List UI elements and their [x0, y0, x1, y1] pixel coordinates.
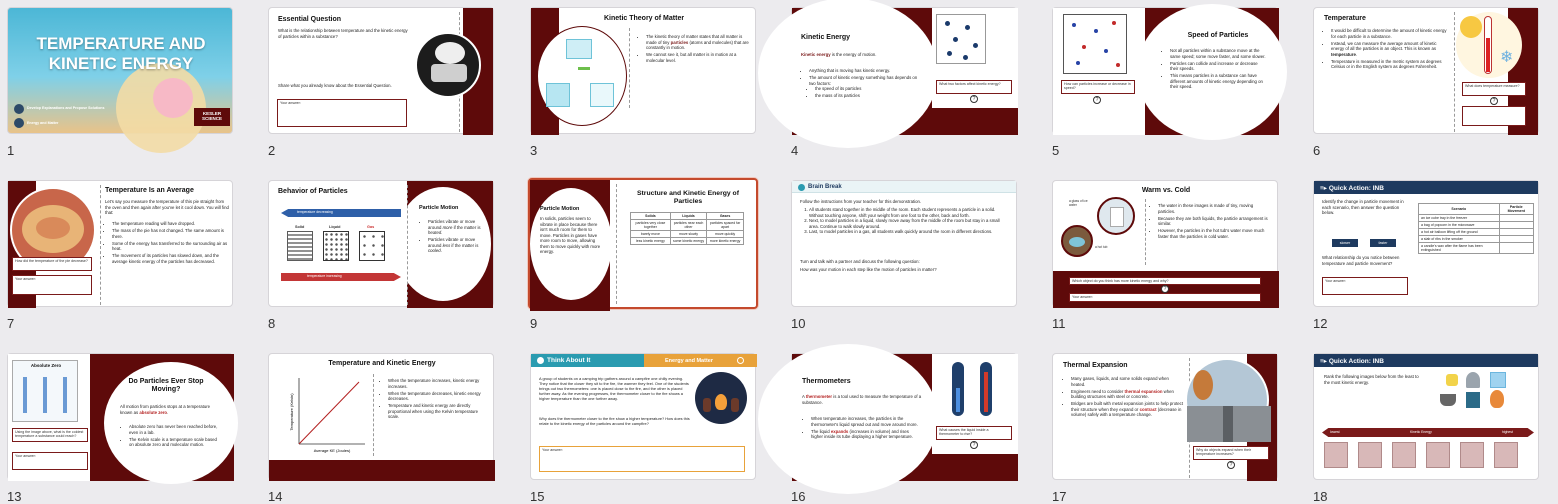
- hot-tub-image: [1061, 225, 1093, 257]
- particle-speed-image: [1063, 14, 1127, 74]
- table-row: [631, 238, 744, 245]
- answer-box[interactable]: Your answer:: [1069, 293, 1261, 302]
- table-cell: more kinetic energy: [707, 238, 744, 245]
- bullet-3-start: Bridges are built with metal expansion joints to help protect their structure when they expand or: [1071, 401, 1184, 412]
- word-heated: heated: [428, 230, 442, 236]
- table-cell: barely move: [631, 231, 671, 238]
- highest-label: highest: [1502, 430, 1513, 434]
- gas-label: Gas: [367, 225, 375, 229]
- table-row: [631, 220, 744, 231]
- liquid-particles-image: [323, 231, 349, 261]
- question-icon: ?: [1161, 285, 1169, 293]
- slide-13-canvas: [7, 353, 233, 480]
- thermometer-definition: [802, 394, 924, 405]
- bullet-2: [428, 237, 485, 254]
- movement-cell[interactable]: [1499, 243, 1533, 254]
- bullet-2: [1331, 41, 1448, 58]
- bullet-1-bold: particles: [670, 39, 689, 45]
- slide-thumbnail-5[interactable]: [1052, 7, 1278, 158]
- scenario-cell: a bag of popcorn in the microwave: [1419, 222, 1500, 229]
- bullet-3: • Some of the energy has transferred to the surrounding air as heat.: [112, 241, 229, 252]
- slide-number: 7: [7, 316, 15, 331]
- header-liquids: Liquids: [670, 213, 706, 220]
- bullet-1: • Not all particles within a substance move at the same speed; some move faster, and some slower.: [1170, 48, 1267, 59]
- slide-7-canvas: [7, 180, 233, 307]
- slide-thumbnail-17[interactable]: [1052, 353, 1278, 504]
- slide-number: 12: [1313, 316, 1328, 331]
- bullet-2-text: Particles vibrate or move around: [428, 237, 476, 248]
- kinetic-theory-bullets: [641, 34, 749, 65]
- bullet-2: • We cannot see it, but all matter is in motion at a molecular level.: [646, 52, 749, 63]
- definition-text: is the energy of motion.: [830, 52, 877, 57]
- particle-motion-title: Particle Motion: [540, 206, 580, 212]
- sub-bullet-speed: • the speed of its particles: [815, 86, 922, 92]
- slide-thumbnail-12[interactable]: [1313, 180, 1539, 331]
- kinetic-energy-bullets: [804, 68, 922, 100]
- slide-2-title: Essential Question: [278, 16, 342, 23]
- table-row: [631, 231, 744, 238]
- bullet-3-end: (decrease in volume) safely with a temperature change.: [1071, 406, 1182, 418]
- question-icon: ?: [970, 95, 978, 103]
- slide-thumbnail-2[interactable]: [268, 7, 494, 158]
- bullet-1: • It would be difficult to determine the amount of kinetic energy for each particle in a substance.: [1331, 28, 1448, 39]
- question-icon: ?: [1227, 461, 1235, 469]
- bullet-1: [428, 219, 485, 236]
- slide-1-title: TEMPERATURE AND KINETIC ENERGY: [36, 34, 206, 73]
- solid-particles-image: [287, 231, 313, 261]
- trophy-icon: [737, 357, 744, 364]
- thermometer-sun-image: ❄: [1456, 12, 1522, 78]
- slide-number: 10: [791, 316, 806, 331]
- boiling-pot-image: [415, 32, 481, 98]
- slide-17-title: Thermal Expansion: [1063, 362, 1128, 369]
- definition-start: A: [802, 394, 806, 399]
- slide-2-canvas: [268, 7, 494, 134]
- bullet-1: • Anything that is moving has kinetic energy.: [809, 68, 922, 74]
- arrow-decreasing-label: temperature decreasing: [297, 210, 333, 214]
- term-absolute-zero: absolute zero: [139, 409, 168, 415]
- bullet-2-text: The amount of kinetic energy something has depends on two factors:: [809, 75, 918, 86]
- slide-7-title: Temperature Is an Average: [105, 187, 194, 194]
- slide-number: 2: [268, 143, 276, 158]
- essential-question-prompt: Share what you already know about the Essential Question.: [278, 83, 392, 88]
- rank-slot-5[interactable]: [1460, 442, 1484, 468]
- hot-tub-label: a hot tub: [1095, 245, 1108, 249]
- slide-number: 14: [268, 489, 283, 504]
- particles-image: [936, 14, 986, 64]
- absolute-zero-text: [120, 404, 220, 415]
- bullet-2-start: The liquid: [811, 428, 831, 434]
- slide-12-canvas: [1313, 180, 1539, 307]
- warm-cold-bullets: [1153, 203, 1269, 241]
- slide-8-canvas: [268, 180, 494, 307]
- bullet-3: [1071, 401, 1184, 418]
- header-gases: Gases: [707, 213, 744, 220]
- term-kinetic-energy: Kinetic energy: [801, 52, 831, 57]
- rank-slot-1[interactable]: [1324, 442, 1348, 468]
- bullet-2: • The Kelvin scale is a temperature scale based on absolute zero and molecular motion.: [129, 437, 220, 448]
- slide-thumbnail-11[interactable]: [1052, 180, 1278, 331]
- dashed-divider: [629, 28, 630, 108]
- table-row: [1419, 229, 1534, 236]
- slide-number: 13: [7, 489, 22, 504]
- absolute-zero-image: [12, 360, 78, 422]
- ice-cube-icon: [1490, 372, 1506, 388]
- y-axis-label: Temperature (Kelvin): [289, 393, 294, 431]
- solid-label: Solid: [295, 225, 305, 229]
- lightning-icon: ≡▸: [1320, 358, 1329, 365]
- slide-number: 18: [1313, 489, 1328, 504]
- term-contract: contract: [1139, 406, 1157, 412]
- table-cell: particles near each other: [670, 220, 706, 231]
- bullet-1-end: .: [441, 230, 443, 236]
- slide-8-title: Behavior of Particles: [278, 188, 348, 195]
- question-box[interactable]: How can particles increase or decrease in speed?: [1061, 80, 1135, 94]
- slide-18-canvas: [1313, 353, 1539, 480]
- question-icon: ?: [1490, 97, 1498, 105]
- answer-box[interactable]: Your answer:: [12, 275, 92, 295]
- think-icon: [537, 357, 544, 364]
- turn-and-talk: Turn and talk with a partner and discuss the following question:: [800, 259, 920, 264]
- slide-thumbnail-9[interactable]: [528, 178, 754, 331]
- topic-badge: Energy and Matter: [665, 357, 713, 364]
- ice-water-image: [1097, 197, 1135, 235]
- bullet-2-end: .: [1355, 51, 1358, 57]
- bullet-1: [646, 34, 749, 51]
- concept-icon: [14, 118, 24, 128]
- scenario-cell: a slab of ribs in the smoker: [1419, 236, 1500, 243]
- slide-thumbnail-8[interactable]: [268, 180, 494, 331]
- slide-number: 11: [1052, 316, 1066, 331]
- movement-cell[interactable]: [1499, 222, 1533, 229]
- slide-thumbnail-15[interactable]: [530, 353, 756, 504]
- slide-5-canvas: [1052, 7, 1278, 134]
- slide-11-title: Warm vs. Cold: [1141, 187, 1191, 194]
- logo-word-1: KESLER: [202, 111, 222, 116]
- table-cell: less kinetic energy: [631, 238, 671, 245]
- lightning-icon: ≡▸: [1320, 185, 1329, 192]
- slide-11-canvas: [1052, 180, 1278, 307]
- discussion-question: How was your motion in each step like the motion of particles in matter?: [800, 267, 937, 272]
- rank-slot-3[interactable]: [1392, 442, 1416, 468]
- dashed-divider: [373, 374, 374, 456]
- scenario-text: A group of students on a camping trip gathers around a campfire one chilly evening. They notice that the closer they sit to the fire, the warmer they feel. One of the students brings out two thermometers: one is placed close to the fire, and the other is placed further away. As the evening progresses, the thermometer closer to the fire shows a higher temperature than the one further away.: [539, 376, 689, 402]
- bullet-2: • The mass of the pie has not changed. The same amount is there.: [112, 228, 229, 239]
- bullet-4: • The movement of its particles has slowed down, and the average kinetic energy of the particles has decreased.: [112, 253, 229, 264]
- practice-icon: [14, 104, 24, 114]
- maroon-footer: [269, 460, 495, 481]
- bullet-3: • Temperature and kinetic energy are directly proportional when using the Kelvin temperature scale.: [388, 403, 487, 420]
- liquid-label: Liquid: [329, 225, 341, 229]
- ice-water-label: a glass of ice water: [1069, 199, 1088, 207]
- slide-1-canvas: [7, 7, 233, 134]
- question-box[interactable]: Why do objects expand when their temperature increases?: [1193, 446, 1269, 460]
- slide-thumbnail-16[interactable]: [791, 353, 1017, 504]
- instructions-text: Identify the change in particle movement in each scenario, then answer the question below.: [1322, 199, 1404, 216]
- bullet-1: • When the temperature increases, kinetic energy increases.: [388, 378, 487, 389]
- essential-question-text: What is the relationship between temperature and the kinetic energy of particles within a substance?: [278, 28, 408, 39]
- bullet-1-text: The kinetic theory of matter states that all matter is made of tiny: [646, 34, 743, 45]
- slide-15-title: Think About It: [547, 357, 591, 364]
- bullet-2: [1071, 389, 1184, 400]
- bullet-2: • When the temperature decreases, kinetic energy decreases.: [388, 391, 487, 402]
- answer-box[interactable]: [1462, 106, 1526, 126]
- slide-number: 16: [791, 489, 806, 504]
- step-3: 3. Last, to model particles in a gas, all students walk quickly around the room in different directions.: [809, 229, 1005, 235]
- slide-12-title: Quick Action: INB: [1328, 185, 1384, 192]
- scenario-cell: a hot air balloon lifting off the ground: [1419, 229, 1500, 236]
- scenario-table: [1418, 203, 1534, 254]
- slide-4-title: Kinetic Energy: [801, 34, 851, 41]
- question-icon: ?: [1093, 96, 1101, 104]
- slide-18-title: Quick Action: INB: [1328, 358, 1384, 365]
- faster-chip[interactable]: faster: [1370, 239, 1396, 247]
- x-axis-label: Average KE (Joules): [313, 448, 351, 453]
- relationship-question: What relationship do you notice between temperature and particle movement?: [1322, 255, 1400, 266]
- table-cell: particles very close together: [631, 220, 671, 231]
- bullet-2: [811, 429, 920, 440]
- slide-thumbnail-4[interactable]: [791, 7, 1017, 158]
- bullet-3: • Temperature is measured in the metric system as degrees Celsius or in the English system as degrees Fahrenheit.: [1331, 59, 1448, 70]
- temperature-bullets: [1326, 28, 1448, 72]
- bullet-2-start: Engineers need to consider: [1071, 388, 1125, 394]
- bullet-1-text-end: (atoms and molecules) that are constantly in motion.: [646, 39, 749, 51]
- scenario-question: Why does the thermometer closer to the fire show a higher temperature? How does this relate to the kinetic energy of the particles around the campfire?: [539, 416, 690, 427]
- slide-number: 15: [530, 489, 545, 504]
- lowest-label: lowest: [1330, 430, 1340, 434]
- header-solids: Solids: [631, 213, 671, 220]
- kesler-science-logo: [194, 108, 230, 126]
- term-thermometer: thermometer: [805, 394, 833, 399]
- average-bullets: [107, 221, 229, 266]
- bullet-2-text: Instead, we can measure the average amount of kinetic energy of all the particles in an object. This is known as: [1331, 40, 1437, 52]
- movement-cell[interactable]: [1499, 229, 1533, 236]
- ice-cream-scoop-image: [153, 78, 193, 118]
- slide-9-title: Structure and Kinetic Energy of Particles: [637, 190, 739, 205]
- slide-thumbnail-6[interactable]: [1313, 7, 1539, 158]
- movement-cell[interactable]: [1499, 215, 1533, 222]
- dashed-divider: [616, 184, 617, 304]
- slide-3-canvas: [530, 7, 756, 134]
- header-particle-movement: Particle Movement: [1499, 204, 1533, 215]
- rank-slot-6[interactable]: [1494, 442, 1518, 468]
- word-more: more: [442, 224, 453, 230]
- dashed-divider: [100, 185, 101, 305]
- slide-6-title: Temperature: [1324, 15, 1366, 22]
- scenario-cell: an ice cube tray in the freezer: [1419, 215, 1500, 222]
- gas-particles-image: [359, 231, 385, 261]
- slide-number: 9: [530, 316, 538, 331]
- dashed-divider: [407, 185, 408, 305]
- slide-number: 4: [791, 143, 799, 158]
- slide-thumbnail-1[interactable]: [7, 7, 233, 158]
- table-cell: move slowly: [670, 231, 706, 238]
- table-cell: some kinetic energy: [670, 238, 706, 245]
- slide-4-canvas: [791, 7, 1017, 134]
- table-row: [1419, 236, 1534, 243]
- word-less: less: [442, 242, 451, 248]
- logo-word-2: SCIENCE: [201, 116, 222, 122]
- particle-motion-text: In solids, particles seem to vibrate in place because there isn't much room for them to move. Particles in gases have more room to move, allowing them to move quickly with more energy.: [540, 216, 601, 255]
- practice-tag: Develop Explanations and Propose Solutions: [27, 106, 105, 110]
- answer-box[interactable]: Your answer:: [12, 452, 88, 470]
- scenario-cell: a candle's wax after the flame has been extinguished: [1419, 243, 1500, 254]
- campfire-image: [695, 372, 747, 424]
- absolute-zero-text-end: .: [167, 409, 169, 415]
- hot-air-balloon-icon: [1490, 390, 1504, 408]
- table-row: [1419, 222, 1534, 229]
- bullet-3: • This means particles in a substance can have different amounts of kinetic energy depending on their speed.: [1170, 73, 1267, 90]
- table-row: [1419, 215, 1534, 222]
- slide-number: 8: [268, 316, 276, 331]
- term-temperature: temperature: [1331, 51, 1356, 57]
- bullet-1: • When temperature increases, the particles in the thermometer's liquid spread out and move around more.: [811, 416, 920, 427]
- slide-15-canvas: [530, 353, 756, 480]
- answer-box[interactable]: Your answer:: [1322, 277, 1408, 295]
- thermometer-bullets: [806, 416, 920, 441]
- quick-action-header: [1314, 354, 1538, 367]
- slide-number: 17: [1052, 489, 1067, 504]
- ranking-instructions: Rank the following images below from the least to the most kinetic energy.: [1324, 374, 1419, 385]
- expansion-joint-image: [1185, 358, 1269, 442]
- step-2: 2. Next, to model particles in a liquid, slowly move away from the middle of the room but stay in a small area. Continue to walk slowly around.: [809, 218, 1005, 229]
- kinetic-energy-table: [630, 212, 744, 245]
- bullet-1-mid: if the matter is: [452, 224, 481, 230]
- answer-box[interactable]: Your answer:: [539, 446, 745, 472]
- refrigerator-icon: [1466, 392, 1480, 408]
- states-of-matter-diagram: [537, 26, 627, 126]
- bullet-3: • However, the particles in the hot tub's water move much faster than the particles in cold water.: [1158, 228, 1269, 239]
- absolute-zero-image-title: Absolute Zero: [30, 363, 62, 368]
- bullet-1: • Absolute zero has never been reached before, even in a lab.: [129, 424, 220, 435]
- bullet-2-end: .: [440, 248, 442, 254]
- sub-bullet-mass: • the mass of its particles: [815, 93, 922, 99]
- brain-break-intro: Follow the instructions from your teacher for this demonstration.: [800, 199, 922, 204]
- rank-slot-2[interactable]: [1358, 442, 1382, 468]
- bullet-2-end: when building structures with steel or concrete.: [1071, 388, 1174, 400]
- slide-13-title: Do Particles Ever Stop Moving?: [128, 378, 204, 394]
- slide-number: 3: [530, 143, 538, 158]
- cold-thermometer-image: [952, 362, 964, 416]
- proportional-line: [299, 382, 359, 444]
- speed-bullets: [1165, 48, 1267, 92]
- answer-box[interactable]: Your answer:: [277, 99, 407, 127]
- arrow-increasing-label: temperature increasing: [307, 274, 342, 278]
- slide-thumbnail-14[interactable]: [268, 353, 494, 504]
- kinetic-energy-definition: [801, 52, 921, 58]
- slide-16-title: Thermometers: [802, 378, 851, 385]
- slide-14-title: Temperature and Kinetic Energy: [328, 360, 436, 367]
- bullet-2-end: (increases in volume) and rises higher inside its tube displaying a higher temperature.: [811, 428, 913, 440]
- bullet-1: • Many gases, liquids, and some solids expand when heated.: [1071, 376, 1184, 387]
- bullet-1-text: Particles vibrate or move around: [428, 219, 476, 230]
- slide-thumbnail-18[interactable]: [1313, 353, 1539, 504]
- slide-17-canvas: [1052, 353, 1278, 480]
- slide-thumbnail-7[interactable]: [7, 180, 233, 331]
- expansion-bullets: [1066, 376, 1184, 420]
- temperature-ke-graph: [279, 372, 371, 458]
- term-expands: expands: [830, 428, 849, 434]
- lemonade-icon: [1446, 374, 1458, 386]
- slide-thumbnail-13[interactable]: [7, 353, 233, 504]
- table-cell: move quickly: [707, 231, 744, 238]
- word-cooled: cooled: [428, 248, 441, 254]
- movement-cell[interactable]: [1499, 236, 1533, 243]
- question-box[interactable]: What two factors affect kinetic energy?: [936, 80, 1012, 94]
- header-scenario: Scenario: [1419, 204, 1500, 215]
- slide-16-canvas: [791, 353, 1017, 480]
- slide-thumbnail-10[interactable]: [791, 180, 1017, 331]
- question-icon: ?: [970, 441, 978, 449]
- bullet-1: • The water in these images is made of tiny, moving particles.: [1158, 203, 1269, 214]
- bullet-2: • Because they are both liquids, the particle arrangement is similar.: [1158, 216, 1269, 227]
- slower-chip[interactable]: slower: [1332, 239, 1358, 247]
- brain-icon: [798, 184, 805, 191]
- question-box[interactable]: What causes the liquid inside a thermometer to rise?: [936, 426, 1012, 440]
- kinetic-energy-label: Kinetic Energy: [1410, 430, 1432, 434]
- slide-5-title: Speed of Particles: [1187, 32, 1249, 39]
- slide-9-canvas: [528, 178, 758, 309]
- slide-10-title: Brain Break: [808, 184, 842, 190]
- question-box[interactable]: Using the image above, what is the coldest temperature a substance could reach?: [12, 428, 88, 442]
- slide-number: 6: [1313, 143, 1321, 158]
- tornado-icon: [1466, 372, 1480, 388]
- definition-end: is a tool used to measure the temperature of a substance.: [802, 394, 922, 405]
- bullet-2: • Particles can collide and increase or decrease their speeds.: [1170, 61, 1267, 72]
- slide-6-canvas: [1313, 7, 1539, 134]
- term-thermal-expansion: thermal expansion: [1124, 388, 1163, 394]
- table-cell: particles spaced far apart: [707, 220, 744, 231]
- question-box[interactable]: Which object do you think has more kinetic energy and why?: [1069, 277, 1261, 285]
- particle-motion-title: Particle Motion: [419, 205, 459, 211]
- step-1: 1. All students stand together in the middle of the room. Each student represents a particle in a solid. Without touching anyone, shift your weight from one foot to the other, back and forth.: [809, 207, 1005, 218]
- cooking-pot-icon: [1440, 394, 1456, 406]
- particle-motion-bullets: [423, 219, 485, 255]
- table-row: [1419, 243, 1534, 254]
- hot-thermometer-image: [980, 362, 992, 416]
- brain-break-steps: [805, 207, 1005, 235]
- bullet-2: [809, 75, 922, 99]
- dashed-divider: [1145, 199, 1146, 265]
- slide-3-title: Kinetic Theory of Matter: [603, 15, 685, 22]
- relationship-bullets: [383, 378, 487, 422]
- concept-tag: Energy and Matter: [27, 121, 59, 125]
- absolute-zero-text-start: All motion from particles stops at a temperature known as: [120, 404, 211, 415]
- question-box[interactable]: How did the temperature of the pie decrease?: [12, 257, 92, 271]
- bullet-1: • The temperature reading will have dropped.: [112, 221, 229, 227]
- bullet-2-mid: if the matter is: [450, 242, 479, 248]
- slide-10-canvas: [791, 180, 1017, 307]
- slide-number: 5: [1052, 143, 1060, 158]
- average-intro: Let's say you measure the temperature of this pie straight from the oven and then again after you've let it cool down. You will find that:: [105, 199, 229, 216]
- slide-number: 1: [7, 143, 15, 158]
- question-box[interactable]: What does temperature measure?: [1462, 82, 1526, 96]
- absolute-zero-bullets: [124, 424, 220, 449]
- quick-action-header: [1314, 181, 1538, 194]
- dashed-divider: [1454, 12, 1455, 132]
- rank-slot-4[interactable]: [1426, 442, 1450, 468]
- slide-thumbnail-3[interactable]: [530, 7, 756, 158]
- slide-14-canvas: [268, 353, 494, 480]
